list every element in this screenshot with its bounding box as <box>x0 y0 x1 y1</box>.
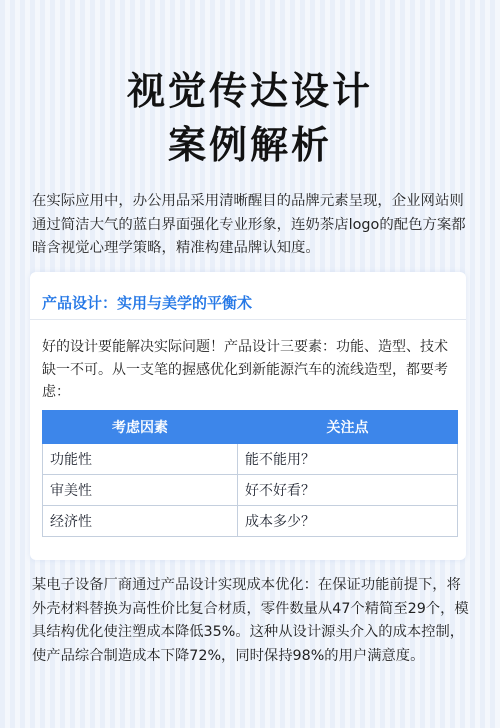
table-header-row <box>43 411 458 444</box>
product-design-card <box>30 272 466 560</box>
factor-table <box>42 410 458 537</box>
table-cell-focus: 成本多少？ <box>238 506 458 537</box>
table-header-focus: 关注点 <box>238 411 458 444</box>
intro-paragraph: 在实际应用中，办公用品采用清晰醒目的品牌元素呈现，企业网站则通过简洁大气的蓝白界面强化专业形象，连奶茶店logo的配色方案都暗含视觉心理学策略，精准构建品牌认知度。 <box>32 193 466 256</box>
table-cell-focus: 能不能用？ <box>238 444 458 475</box>
closing-paragraph: 某电子设备厂商通过产品设计实现成本优化：在保证功能前提下，将外壳材料替换为高性价比复合材质，零件数量从47个精简至29个，模具结构优化使注塑成本降低35%。这种从设计源头介入的成本控制，使产品综合制造成本下降72%，同时保持98%的用户满意度。 <box>32 577 469 664</box>
table-row <box>43 506 458 537</box>
table-cell-factor: 功能性 <box>43 444 238 475</box>
table-header-factor: 考虑因素 <box>43 411 238 444</box>
table-cell-focus: 好不好看？ <box>238 475 458 506</box>
table-cell-factor: 经济性 <box>43 506 238 537</box>
card-heading: 产品设计：实用与美学的平衡术 <box>42 294 253 312</box>
table-cell-factor: 审美性 <box>43 475 238 506</box>
card-divider <box>30 319 466 320</box>
table-row <box>43 444 458 475</box>
card-body-text: 好的设计要能解决实际问题！产品设计三要素：功能、造型、技术缺一不可。从一支笔的握感优化到新能源汽车的流线造型，都要考虑： <box>42 339 448 400</box>
title-line-2: 案例解析 <box>167 123 332 167</box>
table-row <box>43 475 458 506</box>
page-title <box>0 64 500 172</box>
title-line-1: 视觉传达设计 <box>126 69 373 113</box>
